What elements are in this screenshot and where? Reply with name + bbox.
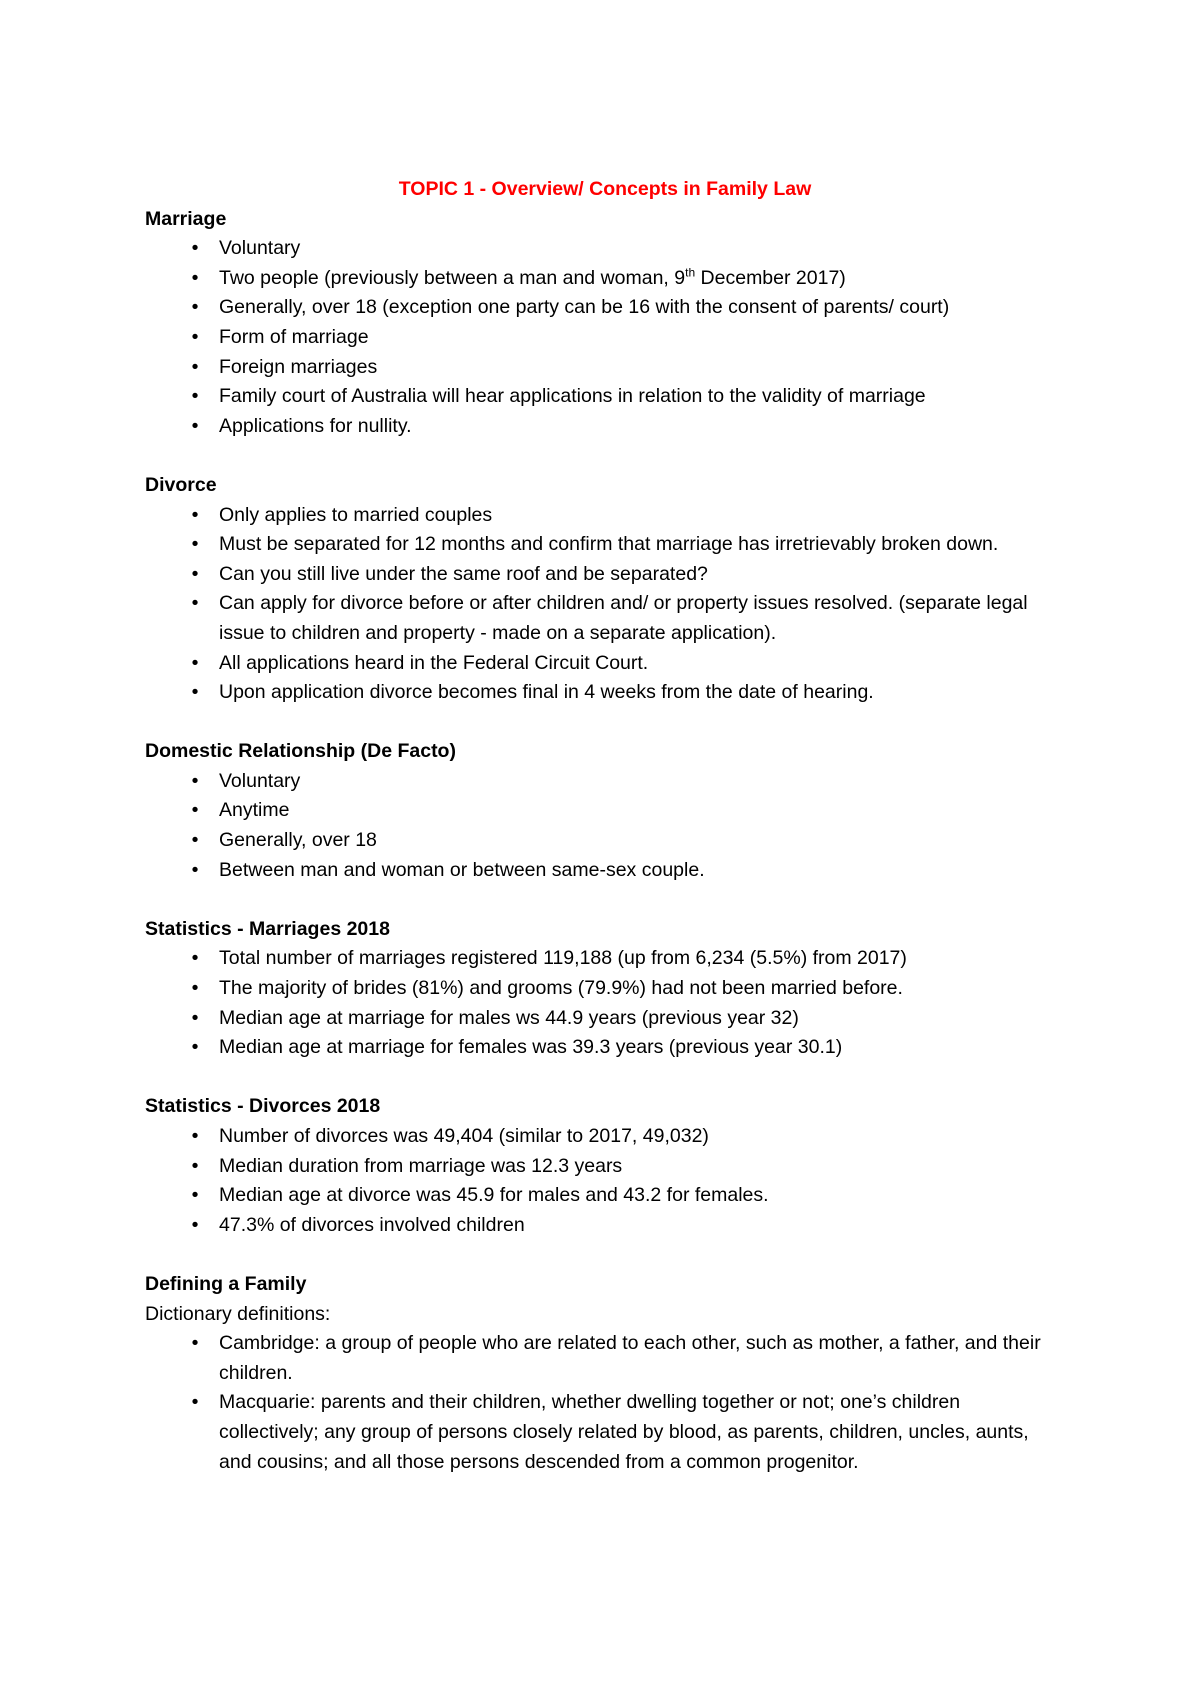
list-item: • Generally, over 18 (exception one party can be 16 with the consent of parents/ court) xyxy=(145,293,1065,323)
bullet-icon: • xyxy=(191,1036,199,1059)
list-item: • Median duration from marriage was 12.3 years xyxy=(145,1152,1065,1182)
list-item: • Must be separated for 12 months and confirm that marriage has irretrievably broken down. xyxy=(145,530,1065,560)
list-item: • Only applies to married couples xyxy=(145,501,1065,531)
list-item: • Can apply for divorce before or after children and/ or property issues resolved. (separate legal issue to children and property - made on a separate application). xyxy=(145,589,1065,648)
bullet-icon: • xyxy=(191,533,199,556)
bullet-icon: • xyxy=(191,1184,199,1207)
list-item: • Form of marriage xyxy=(145,323,1065,353)
bullet-list xyxy=(145,944,1065,1062)
list-item: • Total number of marriages registered 119,188 (up from 6,234 (5.5%) from 2017) xyxy=(145,944,1065,974)
section-heading: Statistics - Divorces 2018 xyxy=(145,1095,381,1118)
section-divorce xyxy=(145,471,1065,708)
bullet-icon: • xyxy=(191,266,199,289)
bullet-icon: • xyxy=(191,1154,199,1177)
list-item: • Two people (previously between a man and woman, 9th December 2017) xyxy=(145,264,1065,294)
bullet-list xyxy=(145,1122,1065,1240)
list-item: • Number of divorces was 49,404 (similar to 2017, 49,032) xyxy=(145,1122,1065,1152)
list-item: • Upon application divorce becomes final in 4 weeks from the date of hearing. xyxy=(145,678,1065,708)
section-defacto xyxy=(145,737,1065,885)
list-item: • Foreign marriages xyxy=(145,353,1065,383)
bullet-icon: • xyxy=(191,799,199,822)
bullet-list xyxy=(145,501,1065,708)
section-stats-divorces xyxy=(145,1092,1065,1240)
bullet-icon: • xyxy=(191,592,199,615)
list-item: • Voluntary xyxy=(145,234,1065,264)
section-heading: Divorce xyxy=(145,473,217,496)
bullet-list xyxy=(145,1329,1065,1477)
list-item: • Applications for nullity. xyxy=(145,412,1065,442)
list-item: • Between man and woman or between same-sex couple. xyxy=(145,856,1065,886)
list-item: • Median age at marriage for females was 39.3 years (previous year 30.1) xyxy=(145,1033,1065,1063)
list-item: • Median age at divorce was 45.9 for males and 43.2 for females. xyxy=(145,1181,1065,1211)
bullet-icon: • xyxy=(191,769,199,792)
bullet-list xyxy=(145,234,1065,441)
bullet-icon: • xyxy=(191,296,199,319)
section-heading: Statistics - Marriages 2018 xyxy=(145,917,390,940)
list-item: • Anytime xyxy=(145,796,1065,826)
section-marriage xyxy=(145,205,1065,442)
bullet-icon: • xyxy=(191,651,199,674)
section-family xyxy=(145,1270,1065,1477)
list-item: • The majority of brides (81%) and grooms (79.9%) had not been married before. xyxy=(145,974,1065,1004)
bullet-icon: • xyxy=(191,237,199,260)
bullet-icon: • xyxy=(191,562,199,585)
section-stats-marriages xyxy=(145,915,1065,1063)
bullet-icon: • xyxy=(191,1006,199,1029)
section-heading: Defining a Family xyxy=(145,1272,307,1295)
list-item: • Cambridge: a group of people who are related to each other, such as mother, a father, and their children. xyxy=(145,1329,1065,1388)
list-item: • Can you still live under the same roof and be separated? xyxy=(145,560,1065,590)
bullet-icon: • xyxy=(191,947,199,970)
bullet-icon: • xyxy=(191,1213,199,1236)
bullet-icon: • xyxy=(191,977,199,1000)
bullet-icon: • xyxy=(191,1391,199,1414)
superscript: th xyxy=(685,265,696,280)
bullet-icon: • xyxy=(191,1332,199,1355)
list-item: • All applications heard in the Federal Circuit Court. xyxy=(145,649,1065,679)
list-item: • Macquarie: parents and their children, whether dwelling together or not; one’s children collectively; any group of persons closely related by blood, as parents, children, uncles, aunts, and cousins; and all those persons descended from a common progenitor. xyxy=(145,1388,1065,1477)
bullet-icon: • xyxy=(191,681,199,704)
bullet-icon: • xyxy=(191,858,199,881)
bullet-icon: • xyxy=(191,829,199,852)
bullet-list xyxy=(145,767,1065,885)
bullet-icon: • xyxy=(191,414,199,437)
section-heading: Domestic Relationship (De Facto) xyxy=(145,740,456,763)
bullet-icon: • xyxy=(191,355,199,378)
page-title: TOPIC 1 - Overview/ Concepts in Family Law xyxy=(398,178,812,200)
list-item: • Generally, over 18 xyxy=(145,826,1065,856)
bullet-icon: • xyxy=(191,385,199,408)
list-item: • Family court of Australia will hear applications in relation to the validity of marriage xyxy=(145,382,1065,412)
list-item: • Median age at marriage for males ws 44.9 years (previous year 32) xyxy=(145,1004,1065,1034)
bullet-icon: • xyxy=(191,503,199,526)
list-item: • Voluntary xyxy=(145,767,1065,797)
bullet-icon: • xyxy=(191,325,199,348)
section-heading: Marriage xyxy=(145,207,227,230)
section-subheading: Dictionary definitions: xyxy=(145,1302,331,1325)
bullet-icon: • xyxy=(191,1125,199,1147)
list-item: • 47.3% of divorces involved children xyxy=(145,1211,1065,1241)
document-body xyxy=(145,175,1065,1507)
